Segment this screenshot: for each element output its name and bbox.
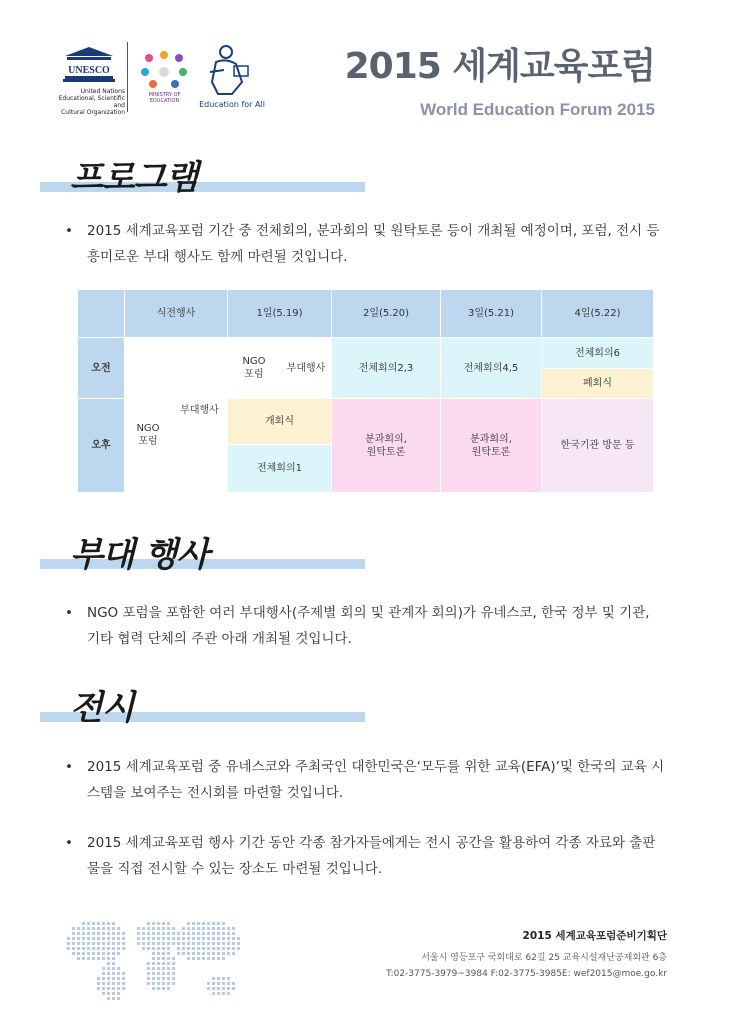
unesco-wordmark: UNESCO xyxy=(68,65,110,76)
side-events-bullet xyxy=(65,600,665,652)
col-header: 2일(5.20) xyxy=(332,290,440,337)
section-heading-exhibition xyxy=(40,680,370,730)
footer-contact: T:02-3775-3979~3984 F:02-3775-3985E: wef2015@moe.go.kr xyxy=(386,969,667,979)
cell-d1-opening: 개회식 xyxy=(228,399,331,444)
page-title: 2015 세계교육포럼 xyxy=(344,46,655,87)
heading-text: 전시 xyxy=(70,688,134,728)
unesco-logo xyxy=(55,40,125,120)
table-corner xyxy=(78,290,124,337)
col-header: 식전행사 xyxy=(125,290,227,337)
efa-caption: Education for All xyxy=(199,100,265,109)
col-header: 3일(5.21) xyxy=(441,290,541,337)
bullet-text: 2015 세계교육포럼 행사 기간 동안 각종 참가자들에게는 전시 공간을 활용하여 각종 자료와 출판물을 직접 전시할 수 있는 장소도 마련될 것입니다. xyxy=(87,835,656,877)
bullet-dot: • xyxy=(65,223,73,239)
cell-ngo-forum: NGO 포럼 xyxy=(125,338,171,492)
program-table xyxy=(78,290,653,492)
efa-logo xyxy=(198,42,265,112)
cell-side-event: 부대행사 xyxy=(172,338,227,492)
moe-caption: MINISTRY OF EDUCATION xyxy=(148,92,181,104)
section-heading-side-events xyxy=(40,527,370,577)
section-heading-program xyxy=(40,150,370,200)
bullet-text: NGO 포럼을 포함한 여러 부대행사(주제별 회의 및 관계자 회의)가 유네스코, 한국 정부 및 기관, 기타 협력 단체의 주관 아래 개최될 것입니다. xyxy=(87,605,650,647)
page-subtitle: World Education Forum 2015 xyxy=(420,100,655,119)
footer-address: 서울시 영등포구 국회대로 62길 25 교육시설재난공제회관 6층 xyxy=(421,953,667,963)
cell-d3-am: 전체회의4,5 xyxy=(441,338,541,398)
cell-d3-pm: 분과회의, 원탁토론 xyxy=(441,399,541,492)
row-header-am: 오전 xyxy=(78,338,124,398)
exhibition-bullet-2 xyxy=(65,830,665,882)
unesco-temple-icon xyxy=(61,46,117,82)
bullet-dot: • xyxy=(65,759,73,775)
efa-figure-icon xyxy=(198,42,260,98)
unesco-caption: United Nations Educational, Scientific and Cultural Organization xyxy=(58,88,125,116)
logo-divider xyxy=(127,42,128,112)
cell-d4-plenary: 전체회의6 xyxy=(542,338,653,368)
exhibition-bullet-1 xyxy=(65,754,665,806)
cell-d1-side: 부대행사 xyxy=(281,338,331,398)
cell-d2-am: 전체회의2,3 xyxy=(332,338,440,398)
bullet-dot: • xyxy=(65,605,73,621)
moe-logo xyxy=(137,50,192,110)
cell-d4-pm: 한국기관 방문 등 xyxy=(542,399,653,492)
bullet-text: 2015 세계교육포럼 중 유네스코와 주최국인 대한민국은‘모두를 위한 교육(EFA)’및 한국의 교육 시스템을 보여주는 전시회를 마련할 것입니다. xyxy=(87,759,665,801)
moe-emblem-icon xyxy=(137,50,192,90)
col-header: 4일(5.22) xyxy=(542,290,653,337)
heading-text: 프로그램 xyxy=(70,158,198,198)
header-logos xyxy=(55,40,265,120)
cell-d4-closing: 폐회식 xyxy=(542,369,653,398)
col-header: 1일(5.19) xyxy=(228,290,331,337)
heading-text: 부대 행사 xyxy=(70,535,209,575)
program-bullet xyxy=(65,218,665,270)
world-map-dots-icon xyxy=(55,905,255,1010)
cell-d1-plenary: 전체회의1 xyxy=(228,445,331,492)
bullet-text: 2015 세계교육포럼 기간 중 전체회의, 분과회의 및 원탁토론 등이 개최될 예정이며, 포럼, 전시 등 흥미로운 부대 행사도 함께 마련될 것입니다. xyxy=(87,223,660,265)
cell-d2-pm: 분과회의, 원탁토론 xyxy=(332,399,440,492)
footer-org-name: 2015 세계교육포럼준비기획단 xyxy=(522,930,667,942)
row-header-pm: 오후 xyxy=(78,399,124,492)
bullet-dot: • xyxy=(65,835,73,851)
cell-d1-ngo: NGO 포럼 xyxy=(228,338,280,398)
